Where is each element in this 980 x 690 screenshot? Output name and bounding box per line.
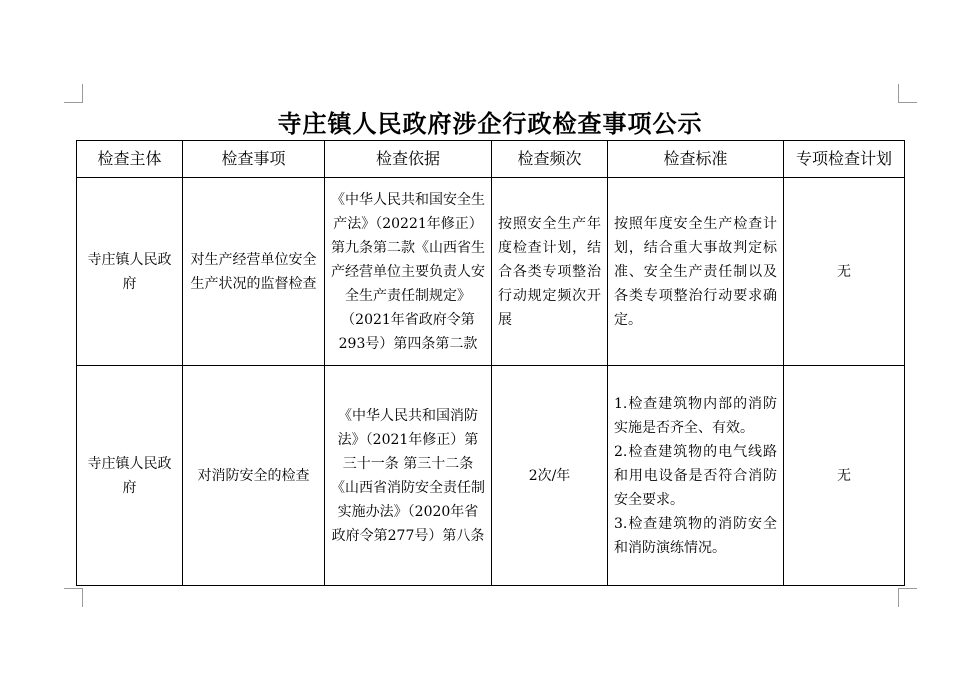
crop-mark-bottom-left <box>64 588 83 607</box>
header-basis: 检查依据 <box>325 141 492 178</box>
crop-mark-top-right <box>898 84 917 103</box>
cell-item: 对消防安全的检查 <box>183 366 325 586</box>
cell-standard: 按照年度安全生产检查计划，结合重大事故判定标准、安全生产责任制以及各类专项整治行动要求确定。 <box>608 178 784 366</box>
cell-basis: 《中华人民共和国消防法》（2021年修正）第三十一条 第三十二条 《山西省消防安全责任制实施办法》（2020年省政府令第277号）第八条 <box>325 366 492 586</box>
cell-standard <box>608 366 784 586</box>
cell-frequency: 按照安全生产年度检查计划，结合各类专项整治行动规定频次开展 <box>492 178 608 366</box>
cell-basis: 《中华人民共和国安全生产法》（20221年修正）第九条第二款《山西省生产经营单位主要负责人安全生产责任制规定》（2021年省政府令第293号）第四条第二款 <box>325 178 492 366</box>
table-row <box>77 366 905 586</box>
cell-plan: 无 <box>784 178 905 366</box>
header-item: 检查事项 <box>183 141 325 178</box>
header-frequency: 检查频次 <box>492 141 608 178</box>
cell-plan: 无 <box>784 366 905 586</box>
header-subject: 检查主体 <box>77 141 183 178</box>
cell-subject: 寺庄镇人民政府 <box>77 178 183 366</box>
standard-line: 1.检查建筑物内部的消防实施是否齐全、有效。 <box>614 395 777 436</box>
document-title: 寺庄镇人民政府涉企行政检查事项公示 <box>277 110 703 138</box>
table-row <box>77 178 905 366</box>
header-plan: 专项检查计划 <box>784 141 905 178</box>
cell-item: 对生产经营单位安全生产状况的监督检查 <box>183 178 325 366</box>
table-header-row <box>77 141 905 178</box>
inspection-table <box>76 140 905 586</box>
cell-subject: 寺庄镇人民政府 <box>77 366 183 586</box>
standard-line: 3.检查建筑物的消防安全和消防演练情况。 <box>614 515 777 556</box>
crop-mark-top-left <box>64 84 83 103</box>
cell-frequency: 2次/年 <box>492 366 608 586</box>
header-standard: 检查标准 <box>608 141 784 178</box>
standard-line: 2.检查建筑物的电气线路和用电设备是否符合消防安全要求。 <box>614 443 777 508</box>
crop-mark-bottom-right <box>898 588 917 607</box>
